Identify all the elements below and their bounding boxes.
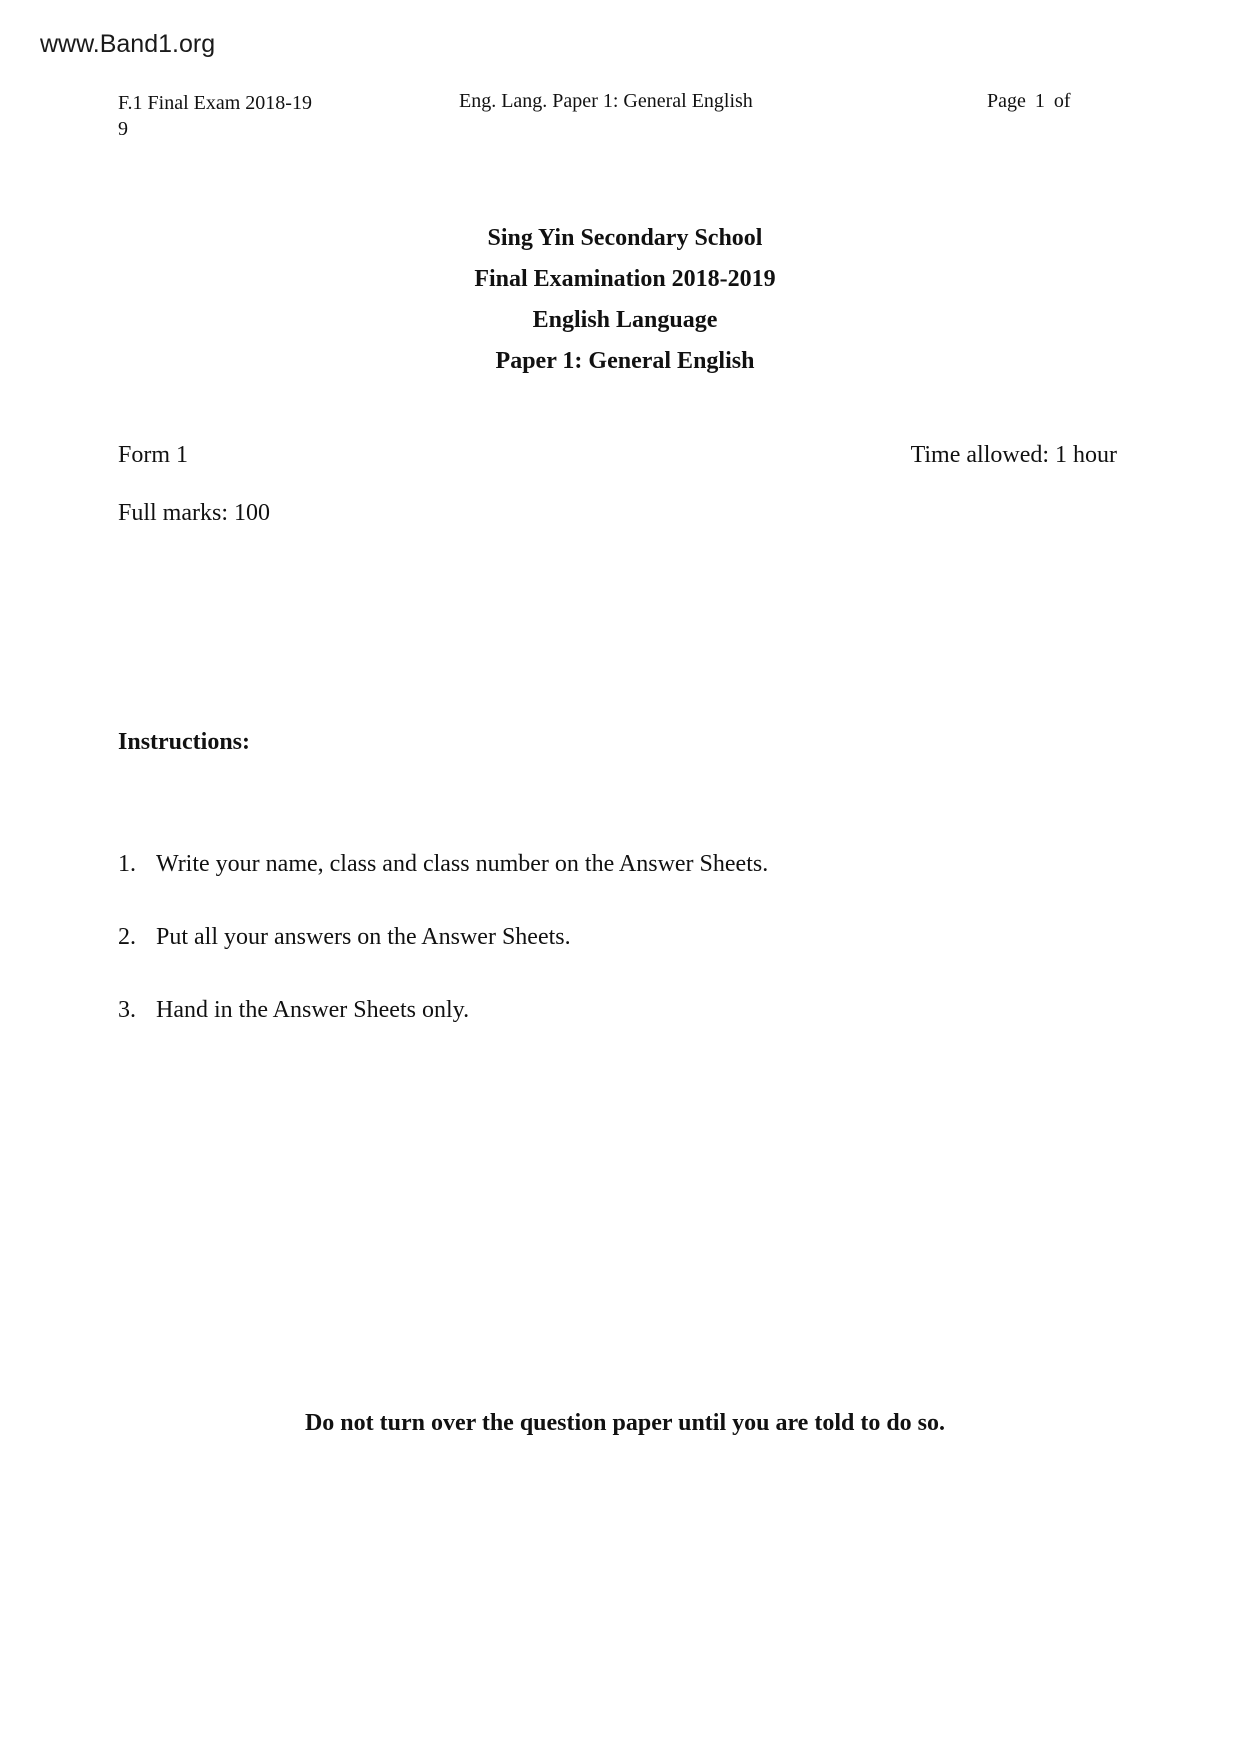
form-level: Form 1 [118,442,189,468]
list-item [118,997,768,1070]
instructions-heading: Instructions: [118,729,251,755]
list-item-text: Hand in the Answer Sheets only. [156,997,470,1023]
header-paper-title: Eng. Lang. Paper 1: General English [459,90,753,112]
site-watermark: www.Band1.org [40,30,216,58]
list-item-text: Write your name, class and class number on the Answer Sheets. [156,851,769,877]
list-item [118,851,768,924]
header-page-number: Page 1 of [987,90,1071,112]
exam-title-block [0,218,1240,382]
header-exam-label [118,90,348,142]
exam-name: Final Examination 2018-2019 [474,266,776,292]
subject-name: English Language [532,307,718,333]
exam-notice: Do not turn over the question paper until you are told to do so. [304,1410,946,1436]
paper-name: Paper 1: General English [495,348,755,374]
time-allowed: Time allowed: 1 hour [910,442,1117,468]
list-item-number: 1. [118,851,136,877]
list-item-number: 3. [118,997,136,1023]
full-marks: Full marks: 100 [118,500,271,526]
list-item-text: Put all your answers on the Answer Sheets. [156,924,571,950]
list-item-number: 2. [118,924,136,950]
instructions-list [118,851,768,1070]
list-item [118,924,768,997]
school-name: Sing Yin Secondary School [487,225,763,251]
header-exam-text: F.1 Final Exam 2018-19 9 [118,92,312,140]
